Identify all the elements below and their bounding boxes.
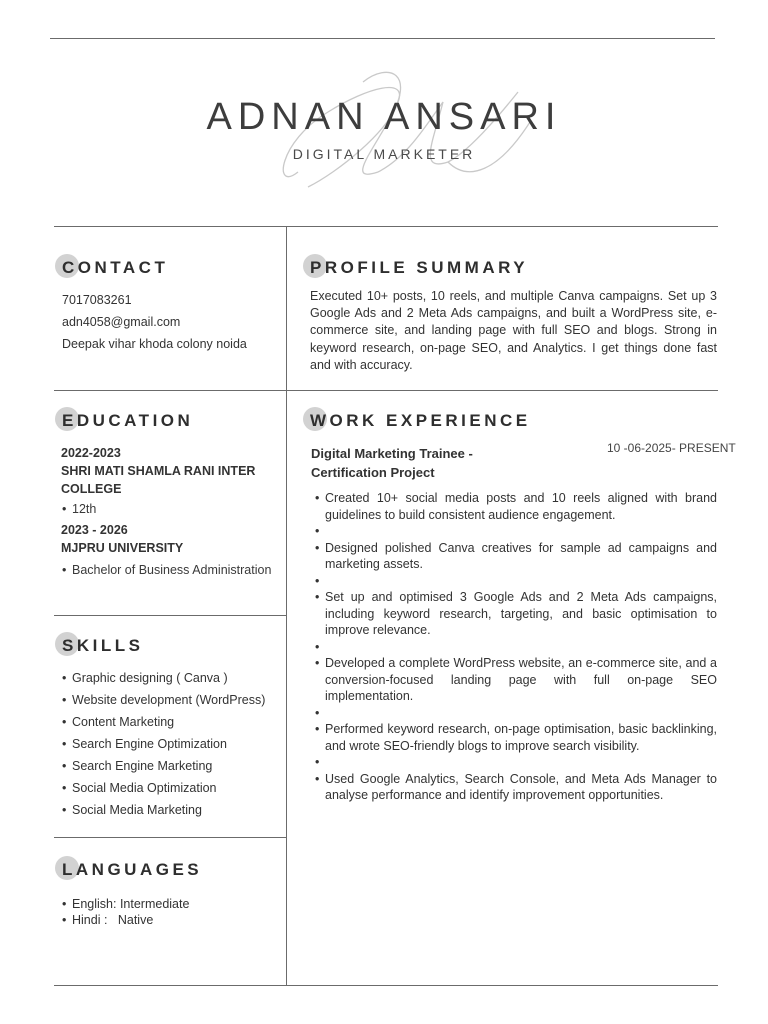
top-rule xyxy=(50,38,715,39)
education-2-school: MJPRU UNIVERSITY xyxy=(61,541,184,555)
list-item: • Search Engine Marketing xyxy=(62,757,265,779)
list-item: • Set up and optimised 3 Google Ads and 2 Meta Ads campaigns, including keyword research, targeting, and basic optimisation to improve relevance. xyxy=(315,589,717,639)
candidate-role: DIGITAL MARKETER xyxy=(292,146,476,162)
list-item: • Used Google Analytics, Search Console, and Meta Ads Manager to analyse performance and identify improvement opportunities. xyxy=(315,771,717,804)
education-1-years: 2022-2023 xyxy=(61,446,121,460)
education-1-school: SHRI MATI SHAMLA RANI INTER xyxy=(61,464,256,478)
list-item: • Hindi : Native xyxy=(62,912,189,928)
contact-email: adn4058@gmail.com xyxy=(62,315,181,329)
list-item xyxy=(315,705,717,722)
bottom-rule xyxy=(54,985,718,986)
list-item: • Bachelor of Business Administration xyxy=(62,563,271,577)
job-date: 10 -06-2025- PRESENT xyxy=(607,441,736,455)
experience-heading: WORK EXPERIENCE xyxy=(310,411,531,430)
list-item xyxy=(315,573,717,590)
row-divider-left-2 xyxy=(54,615,286,616)
list-item: • Social Media Optimization xyxy=(62,779,265,801)
list-item: • Social Media Marketing xyxy=(62,801,265,823)
contact-heading: CONTACT xyxy=(62,258,169,277)
languages-list xyxy=(62,896,189,928)
contact-phone: 7017083261 xyxy=(62,293,132,307)
education-1-school-cont: COLLEGE xyxy=(61,482,122,496)
row-divider-left-3 xyxy=(54,837,286,838)
list-item xyxy=(315,523,717,540)
education-2-years: 2023 - 2026 xyxy=(61,523,128,537)
list-item: • Created 10+ social media posts and 10 reels aligned with brand guidelines to build consistent audience engagement. xyxy=(315,490,717,523)
job-title: Digital Marketing Trainee - Certification Project xyxy=(311,446,473,480)
list-item: • Graphic designing ( Canva ) xyxy=(62,669,265,691)
languages-heading: LANGUAGES xyxy=(62,860,203,879)
list-item: • English: Intermediate xyxy=(62,896,189,912)
list-item: • Website development (WordPress) xyxy=(62,691,265,713)
list-item: • Search Engine Optimization xyxy=(62,735,265,757)
list-item: • Performed keyword research, on-page optimisation, basic backlinking, and wrote SEO-friendly blogs to improve search visibility. xyxy=(315,721,717,754)
education-heading: EDUCATION xyxy=(62,411,194,430)
education-2-details xyxy=(62,563,271,577)
list-item xyxy=(315,754,717,771)
profile-heading: PROFILE SUMMARY xyxy=(310,258,529,277)
candidate-name: ADNAN ANSARI xyxy=(206,96,562,138)
contact-address: Deepak vihar khoda colony noida xyxy=(62,337,247,351)
header-divider xyxy=(54,226,718,227)
profile-summary-text: Executed 10+ posts, 10 reels, and multiple Canva campaigns. Set up 3 Google Ads and 2 Meta Ads campaigns, and built a WordPress site, e-commerce site, and landing page with full SEO and blogs. Strong in keyword research, on-page SEO, and Analytics. I get things done fast and with accuracy. xyxy=(310,289,717,372)
list-item: • Content Marketing xyxy=(62,713,265,735)
skills-list xyxy=(62,669,265,823)
skills-heading: SKILLS xyxy=(62,636,144,655)
job-duties-list xyxy=(315,490,717,804)
list-item: • 12th xyxy=(62,502,96,516)
list-item xyxy=(315,639,717,656)
column-divider xyxy=(286,226,287,986)
list-item: • Designed polished Canva creatives for sample ad campaigns and marketing assets. xyxy=(315,540,717,573)
list-item: • Developed a complete WordPress website, an e-commerce site, and a conversion-focused landing page with full on-page SEO implementation. xyxy=(315,655,717,705)
row-divider-1 xyxy=(54,390,718,391)
education-1-details xyxy=(62,502,96,516)
